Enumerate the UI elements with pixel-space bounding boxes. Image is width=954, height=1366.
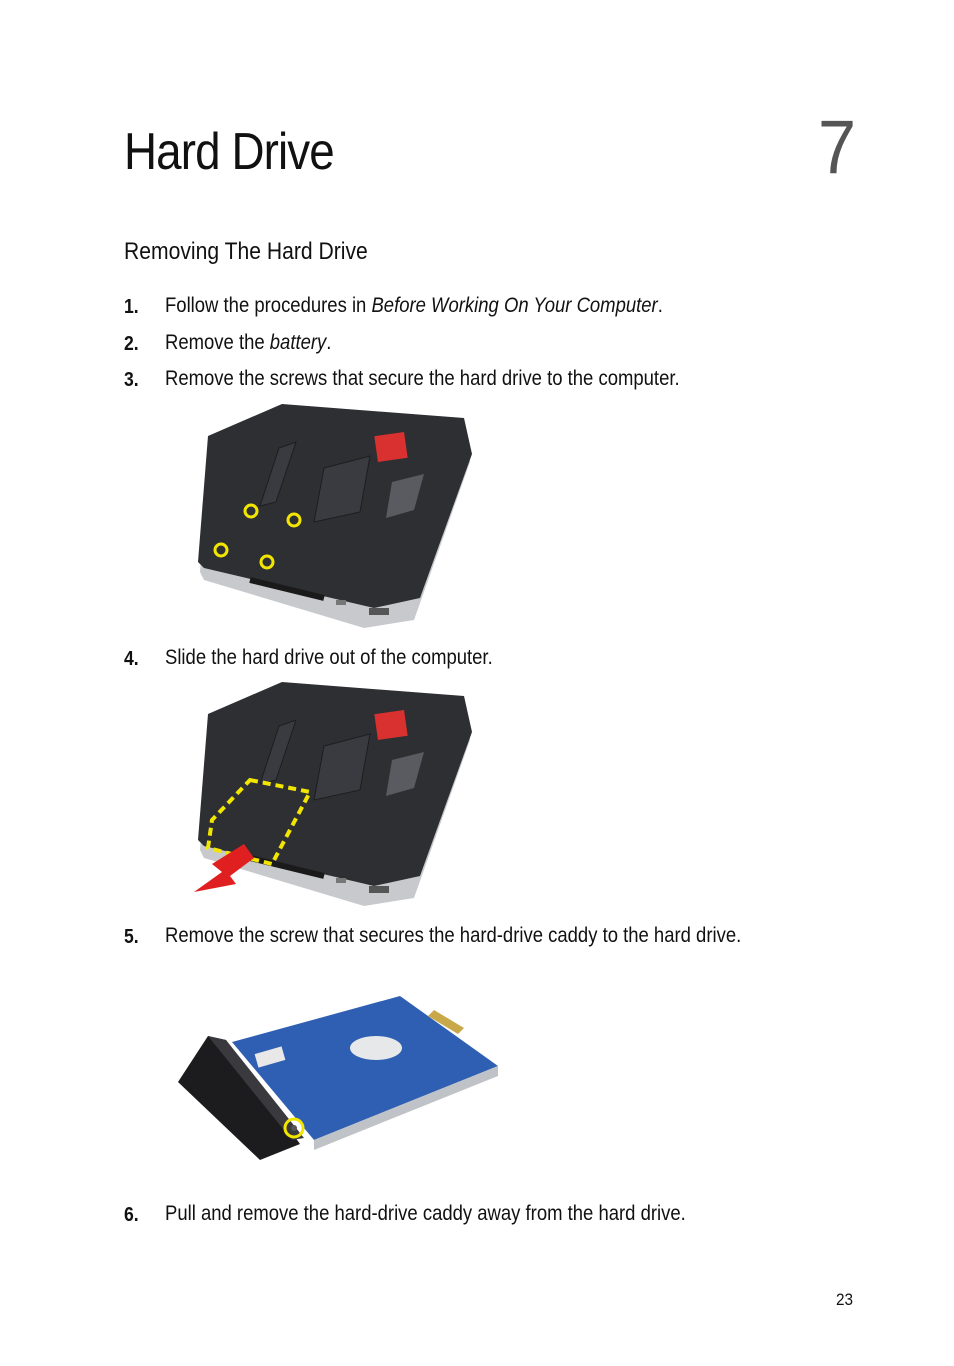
step-text-tail: .: [657, 294, 663, 317]
chapter-number: 7: [818, 105, 857, 190]
laptop-slide-drive-image: [164, 680, 508, 910]
step-number: 1.: [124, 296, 139, 318]
hard-drive-caddy-image: [164, 990, 508, 1162]
laptop-bottom-screws-image: [164, 402, 508, 631]
step-text-lead: Remove the: [165, 331, 270, 354]
step-text: Pull and remove the hard-drive caddy away from the hard drive.: [165, 1202, 686, 1225]
step-text-tail: .: [326, 331, 332, 354]
step-number: 3.: [124, 369, 139, 391]
step-number: 5.: [124, 926, 139, 948]
step-text: Remove the screw that secures the hard-drive caddy to the hard drive.: [165, 924, 742, 947]
before-working-link[interactable]: Before Working On Your Computer: [371, 294, 658, 317]
chapter-title: Hard Drive: [124, 123, 334, 181]
step-text-lead: Follow the procedures in: [165, 294, 372, 317]
battery-link[interactable]: battery: [269, 331, 327, 354]
step-text: Remove the screws that secure the hard drive to the computer.: [165, 367, 680, 390]
step-number: 4.: [124, 648, 139, 670]
page-number: 23: [836, 1290, 854, 1309]
step-number: 2.: [124, 333, 139, 355]
section-title: Removing The Hard Drive: [124, 238, 368, 265]
step-text: Slide the hard drive out of the computer.: [165, 646, 493, 669]
step-text: [165, 294, 663, 318]
step-text: [165, 331, 331, 355]
step-number: 6.: [124, 1204, 139, 1226]
